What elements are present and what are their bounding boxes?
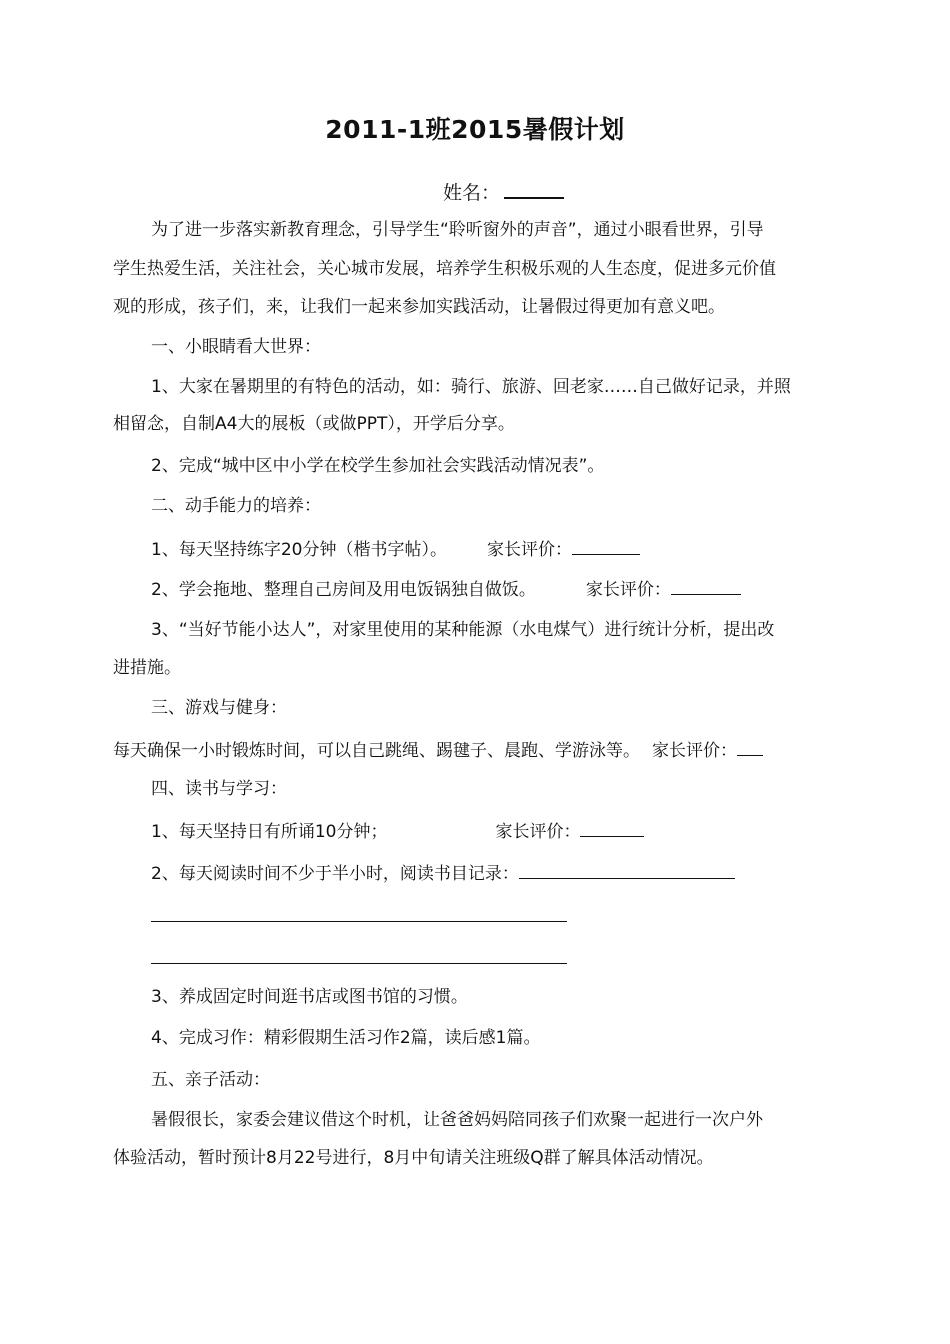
section3-item1-row <box>113 739 843 762</box>
section5-heading: 五、亲子活动： <box>151 1070 270 1090</box>
document-title: 2011-1班2015暑假计划 <box>325 115 625 144</box>
parent-eval-blank[interactable] <box>572 538 640 555</box>
intro-line-3: 观的形成，孩子们，来，让我们一起来参加实践活动，让暑假过得更加有意义吧。 <box>113 297 725 317</box>
parent-eval-label: 家长评价： <box>486 540 572 560</box>
name-label: 姓名： <box>443 182 501 204</box>
section3-heading: 三、游戏与健身： <box>151 698 287 718</box>
section2-item1: 1、每天坚持练字20分钟（楷书字帖）。 <box>151 540 447 560</box>
reading-record-rule-2[interactable] <box>151 963 567 964</box>
parent-eval-blank[interactable] <box>737 739 763 756</box>
section5-line1: 暑假很长，家委会建议借这个时机，让爸爸妈妈陪同孩子们欢聚一起进行一次户外 <box>151 1110 763 1130</box>
section2-item3-line2: 进措施。 <box>113 658 181 678</box>
name-field <box>443 178 564 205</box>
parent-eval-label: 家长评价： <box>495 822 581 842</box>
section5-line2: 体验活动，暂时预计8月22号进行，8月中旬请关注班级Q群了解具体活动情况。 <box>113 1148 714 1168</box>
section2-heading: 二、动手能力的培养： <box>151 496 321 516</box>
section2-item3-line1: 3、“当好节能小达人”，对家里使用的某种能源（水电煤气）进行统计分析，提出改 <box>151 620 775 640</box>
section4-item1-row <box>151 820 841 843</box>
section4-item1: 1、每天坚持日有所诵10分钟； <box>151 822 388 842</box>
parent-eval-blank[interactable] <box>580 820 644 837</box>
section4-heading: 四、读书与学习： <box>151 779 287 799</box>
section4-item3: 3、养成固定时间逛书店或图书馆的习惯。 <box>151 987 468 1007</box>
section2-item2-row <box>151 578 841 601</box>
intro-line-1: 为了进一步落实新教育理念，引导学生“聆听窗外的声音”，通过小眼看世界，引导 <box>151 220 764 240</box>
section3-item1: 每天确保一小时锻炼时间，可以自己跳绳、踢毽子、晨跑、学游泳等。 <box>113 741 640 761</box>
section1-item1-line2: 相留念，自制A4大的展板（或做PPT），开学后分享。 <box>113 414 515 434</box>
section4-item2: 2、每天阅读时间不少于半小时，阅读书目记录： <box>151 864 519 884</box>
section2-item1-row <box>151 538 841 561</box>
section4-item4: 4、完成习作：精彩假期生活习作2篇，读后感1篇。 <box>151 1028 541 1048</box>
parent-eval-label: 家长评价： <box>652 741 737 761</box>
section2-item2: 2、学会拖地、整理自己房间及用电饭锅独自做饭。 <box>151 580 536 600</box>
parent-eval-label: 家长评价： <box>585 580 671 600</box>
section1-item1-line1: 1、大家在暑期里的有特色的活动，如：骑行、旅游、回老家……自己做好记录，并照 <box>151 377 791 397</box>
parent-eval-blank[interactable] <box>671 578 741 595</box>
section1-heading: 一、小眼睛看大世界： <box>151 337 321 357</box>
section4-item2-row <box>151 862 841 885</box>
reading-record-rule-1[interactable] <box>151 921 567 922</box>
reading-record-blank[interactable] <box>519 862 735 879</box>
section1-item2: 2、完成“城中区中小学在校学生参加社会实践活动情况表”。 <box>151 456 605 476</box>
name-blank[interactable] <box>504 179 564 199</box>
intro-line-2: 学生热爱生活，关注社会，关心城市发展，培养学生积极乐观的人生态度，促进多元价值 <box>113 259 776 279</box>
